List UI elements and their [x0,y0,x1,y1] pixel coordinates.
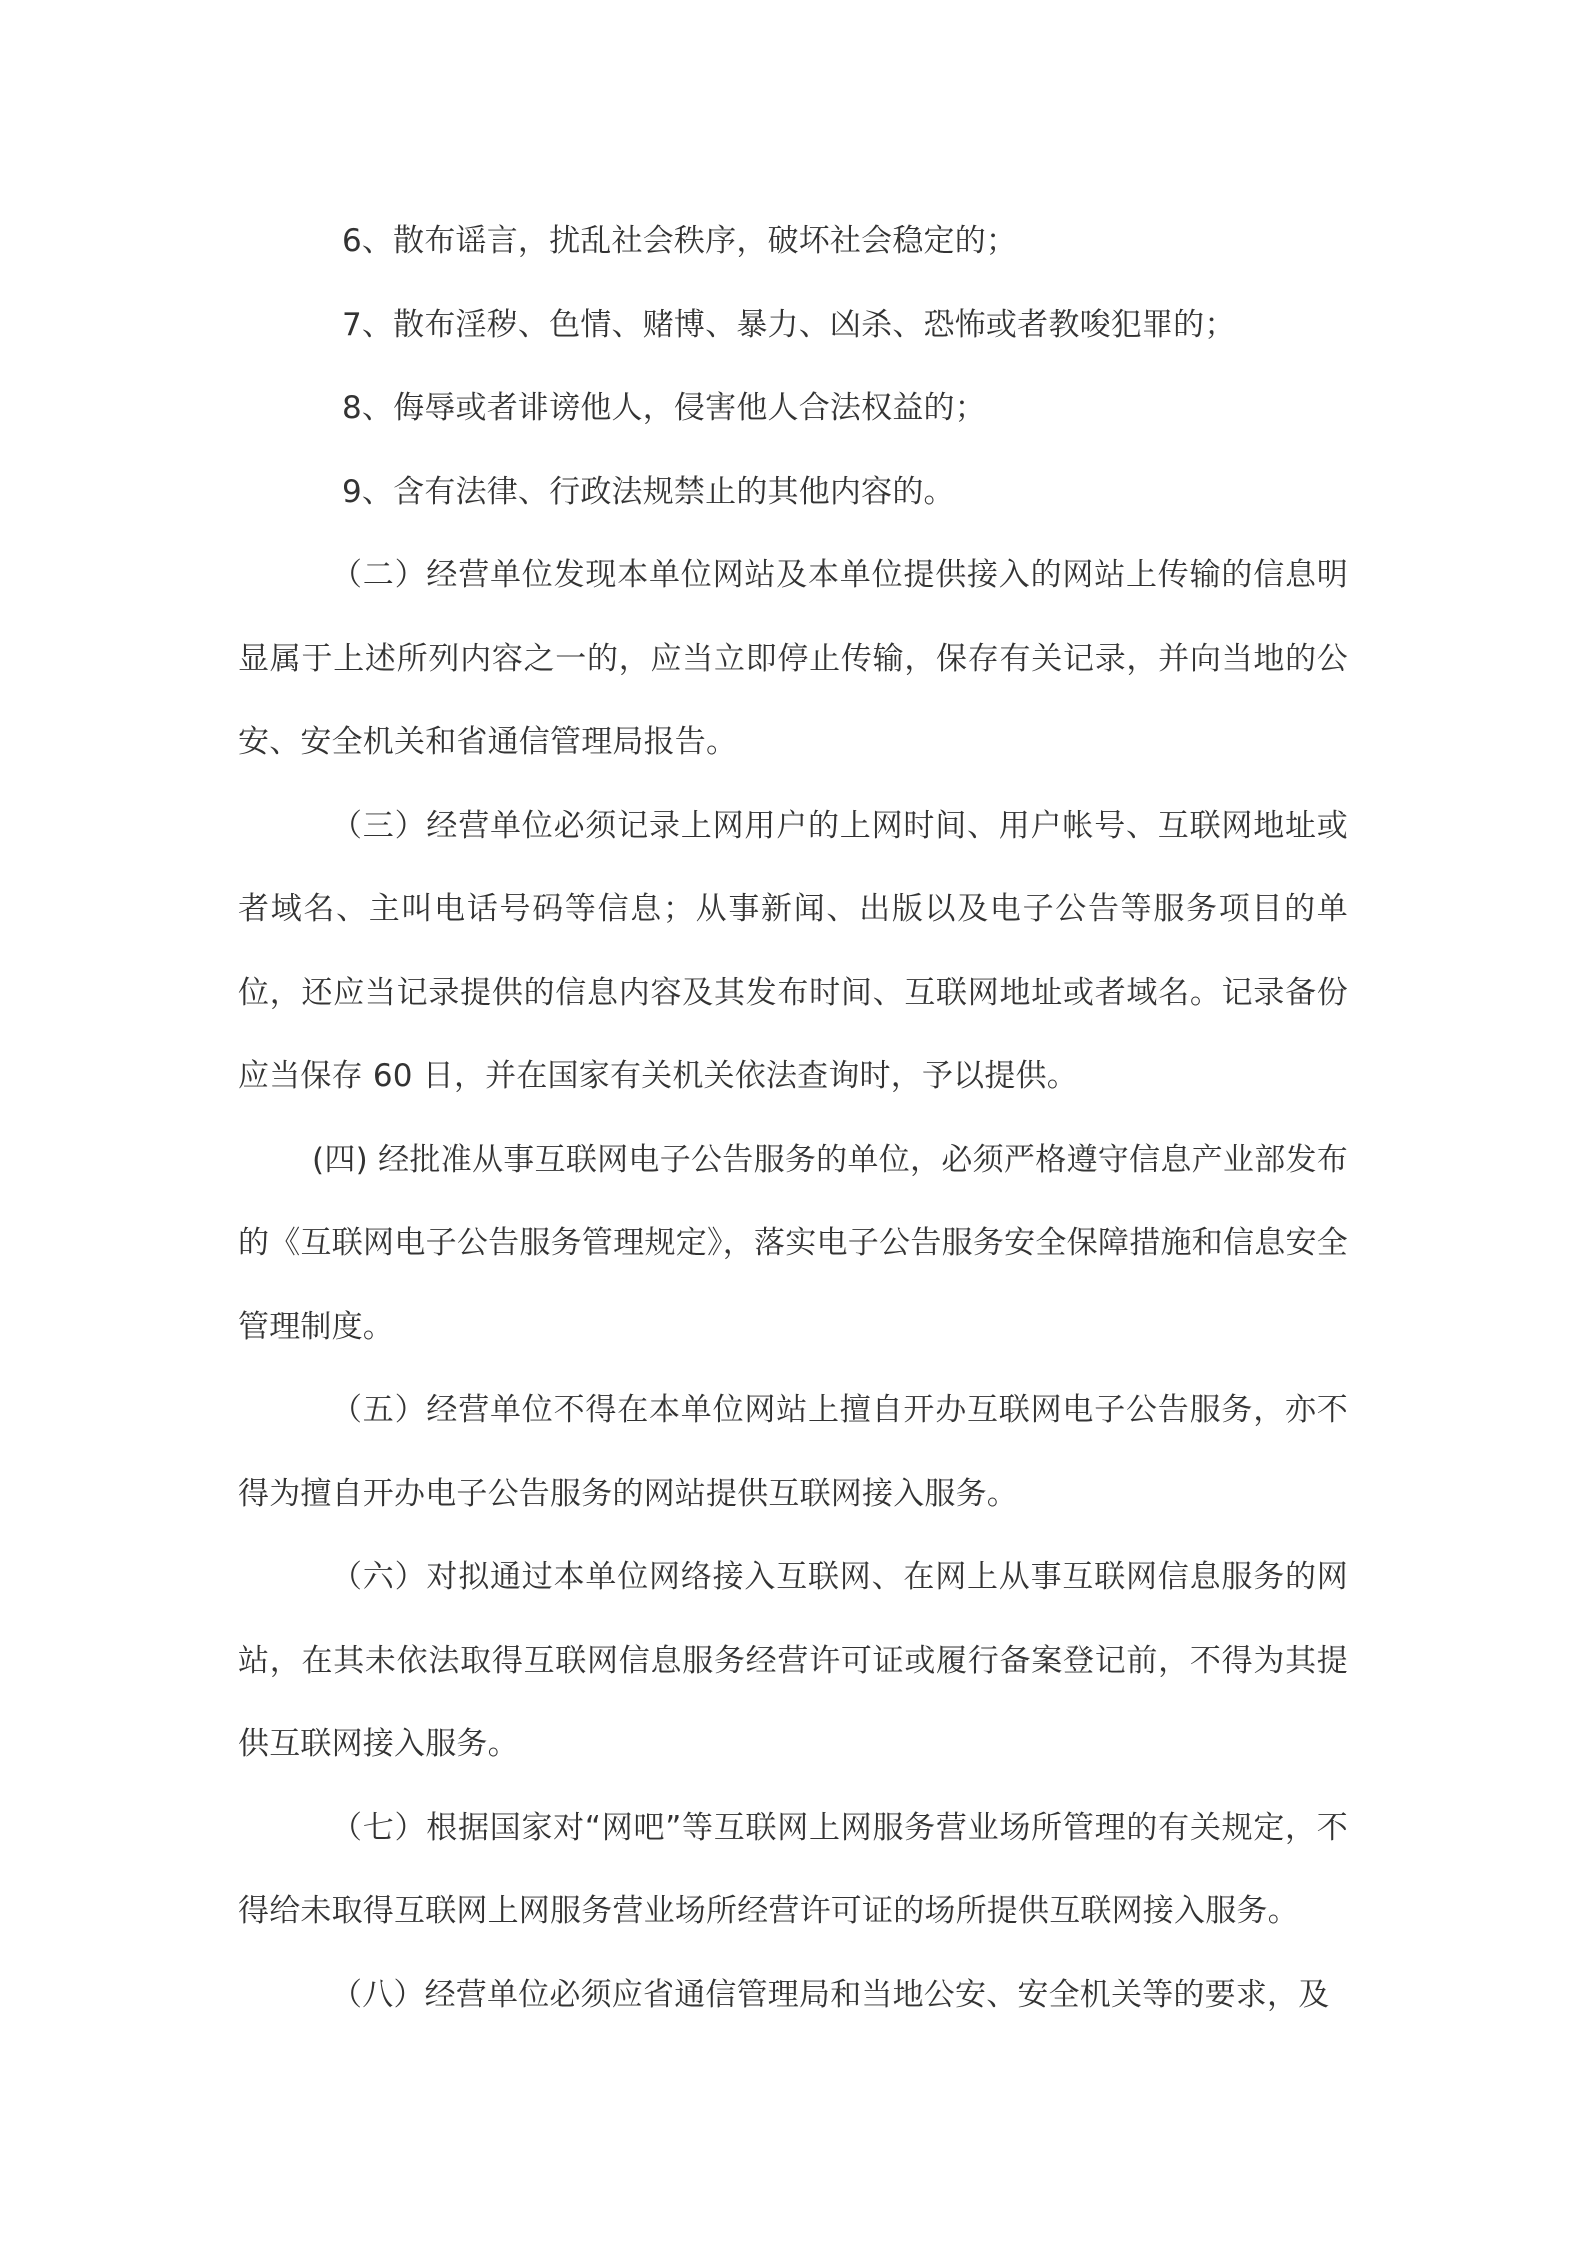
paragraph-2: （二）经营单位发现本单位网站及本单位提供接入的网站上传输的信息明显属于上述所列内容之一的，应当立即停止传输，保存有关记录，并向当地的公安、安全机关和省通信管理局报告。 [238,557,1348,760]
paragraph-7: （七）根据国家对“网吧”等互联网上网服务营业场所管理的有关规定，不得给未取得互联网上网服务营业场所经营许可证的场所提供互联网接入服务。 [238,1809,1348,1929]
paragraph-5: （五）经营单位不得在本单位网站上擅自开办互联网电子公告服务，亦不得为擅自开办电子公告服务的网站提供互联网接入服务。 [238,1392,1348,1512]
paragraph-6: （六）对拟通过本单位网络接入互联网、在网上从事互联网信息服务的网站，在其未依法取得互联网信息服务经营许可证或履行备案登记前，不得为其提供互联网接入服务。 [238,1559,1348,1762]
list-item-6: 6、散布谣言，扰乱社会秩序，破坏社会稳定的； [342,223,1018,259]
paragraph-3: （三）经营单位必须记录上网用户的上网时间、用户帐号、互联网地址或者域名、主叫电话号码等信息；从事新闻、出版以及电子公告等服务项目的单位，还应当记录提供的信息内容及其发布时间、互联网地址或者域名。记录备份应当保存 60 日，并在国家有关机关依法查询时，予以提供。 [238,807,1348,1094]
list-item-7: 7、散布淫秽、色情、赌博、暴力、凶杀、恐怖或者教唆犯罪的； [342,306,1236,343]
paragraph-4: (四) 经批准从事互联网电子公告服务的单位，必须严格遵守信息产业部发布的《互联网电子公告服务管理规定》，落实电子公告服务安全保障措施和信息安全管理制度。 [238,1141,1348,1345]
document-page [238,200,1348,2037]
list-item-8: 8、侮辱或者诽谤他人，侵害他人合法权益的； [342,390,986,426]
paragraph-8: （八）经营单位必须应省通信管理局和当地公安、安全机关等的要求，及 [331,1976,1330,2013]
list-item-9: 9、含有法律、行政法规禁止的其他内容的。 [342,473,955,510]
